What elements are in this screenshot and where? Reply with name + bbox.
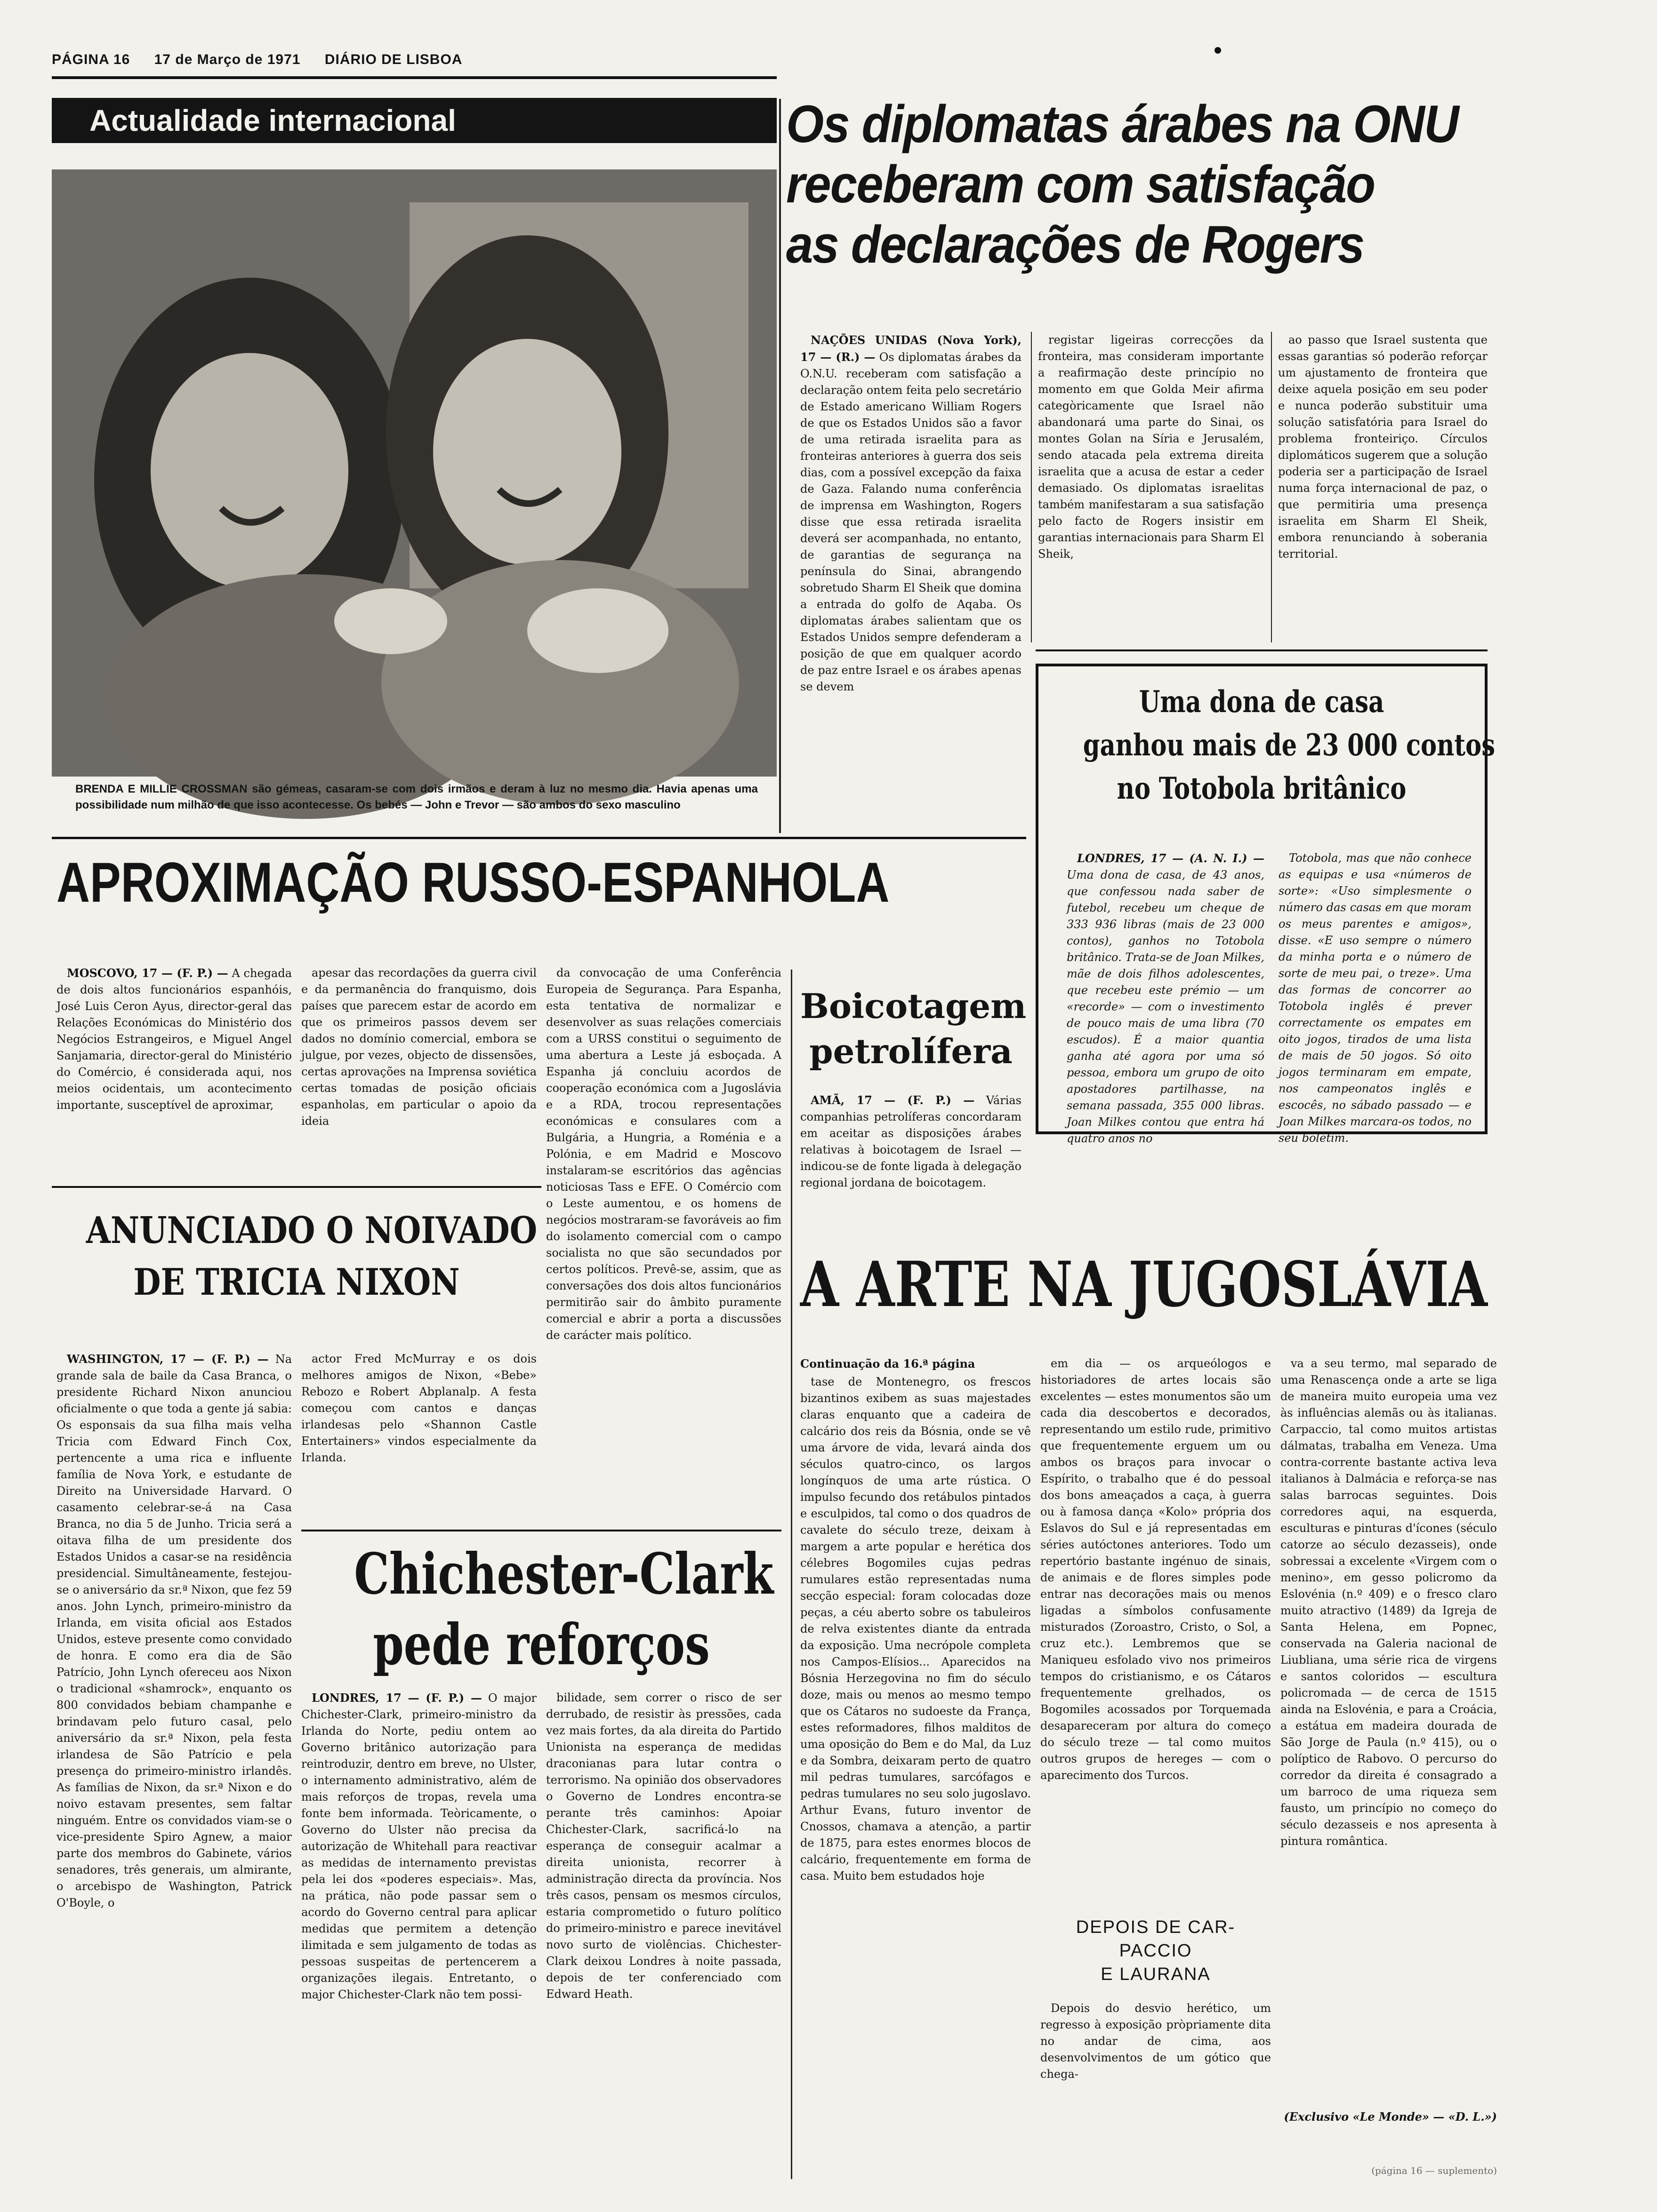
russo-text: A chegada de dois altos funcionários espanhóis, José Luis Ceron Ayus, director-geral das Relações Económicas do Ministério dos Negócios Estrangeiros, e Miguel Angel Sanjamaria, director-geral do Ministério do Comércio, é considerada aqui, nos meios ocidentais, um acontecimento importante, susceptível de aproximar, (56, 967, 292, 1112)
russo-headline: APROXIMAÇÃO RUSSO-ESPANHOLA (56, 851, 890, 914)
onu-headline (786, 94, 1462, 275)
arte-column-3 (1280, 1355, 1497, 1963)
masthead-rule (52, 76, 777, 79)
tricia-column-1 (56, 1351, 292, 2179)
arte-text: tase de Montenegro, os frescos bizantinos exibem as suas majestades claras enquanto que a cadeira de calcário dos reis da Bósnia, onde se vê uma árvore de vida, levará ainda dos séculos quatro-cinco, os largos longínquos de uma arte rústica. O impulso fecundo dos retábulos pintados e esculpidos, tal como o dos quadros de cavalete do século treze, deixam à margem a arte popular e herética dos célebres Bogomiles cujas pedras rumulares estão representadas numa secção especial: foram colocadas doze peças, a céu aberto sobre os tabuleiros de relva existentes diante da entrada da exposição. Uma necrópole completa nos Campos-Elísios... Aparecidos na Bósnia Herzegovina no fim do século doze, mais ou menos ao mesmo tempo que os Cátaros no sudoeste da França, estes reformadores, filhos malditos de uma oposição do Bem e do Mal, da Luz e da Sombra, deixaram perto de quatro mil pedras tumulares, sarcófagos e pedras tumulares no seu solo jugoslavo. Arthur Evans, futuro inventor de Cnossos, chamava a atenção, a partir de 1875, para estes enormes blocos de calcário, frequentemente em forma de casa. Muito bem estudados hoje (800, 1375, 1031, 1883)
column-rule (1031, 332, 1032, 642)
newspaper-name: DIÁRIO DE LISBOA (324, 52, 463, 67)
arte-text: Depois do desvio herético, um regresso à exposição pròpriamente dita no andar de cima, aos desenvolvimentos de um gótico que chega- (1040, 2002, 1271, 2081)
tricia-text: actor Fred McMurray e os dois melhores amigos de Nixon, «Bebe» Rebozo e Robert Abplanalp. A festa começou com cantos e danças irlandesas pelo «Shannon Castle Entertainers» vindos especialmente da Irlanda. (301, 1352, 537, 1464)
chichester-headline-line: Chichester-Clark (354, 1541, 774, 1607)
russo-text: da convocação de uma Conferência Europeia de Segurança. Para Espanha, esta tentativa de normalizar e desenvolver as suas relações comerciais com a URSS constitui o seguimento de uma abertura a Leste já esboçada. A Espanha já concluiu acordos de cooperação económica com a Jugoslávia e a RDA, trocou representações económicas e consulares com a Bulgária, a Hungria, a Roménia e a Polónia, e em Madrid e Moscovo instalaram-se escritórios das agências noticiosas Tass e EFE. O Comércio com o Leste aumentou, e os homens de negócios mostraram-se favoráveis ao fim do isolamento comercial com o campo socialista no que são secundados por certos políticos. Prevê-se, assim, que as conversações dos dois altos funcionários permitirão sair do âmbito puramente comercial e abrir a porta a discussões de carácter mais político. (546, 966, 781, 1342)
onu-dateline: NAÇÕES UNIDAS (Nova York), 17 — (R.) — (800, 333, 1022, 364)
onu-headline-line: Os diplomatas árabes na ONU (786, 95, 1458, 153)
boicotagem-headline-line: Boicotagem (800, 986, 1027, 1026)
boicotagem-headline (800, 984, 1027, 1074)
arte-subheadline-line: E LAURANA (1101, 1964, 1211, 1984)
masthead (52, 52, 482, 75)
russo-column-2 (301, 965, 537, 1177)
story-rule (301, 1530, 781, 1531)
onu-column-3 (1278, 332, 1488, 642)
onu-text: Os diplomatas árabes da O.N.U. receberam com satisfação a declaração ontem feita pelo secretário de Estado americano William Rogers de que os Estados Unidos são a favor de uma retirada israelita para as fronteiras anteriores à guerra dos seis dias, com a possível excepção da faixa de Gaza. Falando numa conferência de imprensa em Washington, Rogers disse que essa retirada israelita deverá ser acompanhada, no entanto, de garantias de segurança na península do Sinai, abrangendo sobretudo Sharm El Sheik que domina a entrada do golfo de Aqaba. Os diplomatas árabes salientam que os Estados Unidos sempre defenderam a posição de que em qualquer acordo de paz entre Israel e os árabes apenas se devem (800, 351, 1022, 693)
column-rule (779, 99, 781, 833)
totobola-headline-line: Uma dona de casa (1139, 684, 1384, 720)
onu-column-2 (1038, 332, 1264, 642)
chichester-column-1 (301, 1690, 537, 2179)
onu-text: ao passo que Israel sustenta que essas garantias só poderão reforçar um ajustamento de fronteira que deixe aquela posição em seu poder e nunca poderão substituir uma solução satisfatória para Israel do problema fronteiriço. Círculos diplomáticos sugerem que a solução poderia ser a participação de Israel numa força internacional de paz, o que permitiria uma presença israelita em Sharm El Sheik, embora renunciando à soberania territorial. (1278, 333, 1488, 561)
chichester-headline-line: pede reforços (373, 1611, 710, 1678)
twins-photo-image (52, 169, 777, 777)
chichester-column-2 (546, 1690, 781, 2179)
arte-subheadline-line: PACCIO (1119, 1941, 1192, 1961)
tricia-column-2 (301, 1351, 537, 1539)
boicotagem-text: Várias companhias petrolíferas concordaram em aceitar as disposições árabes relativas à boicotagem de Israel — indicou-se de fonte ligada à delegação regional jordana de boicotagem. (800, 1094, 1022, 1189)
arte-column-2 (1040, 1355, 1271, 1887)
arte-text: em dia — os arqueólogos e historiadores de artes locais são excelentes — estes monumentos são um cada dia descobertos e decorados, representando um estilo rude, primitivo que frequentemente erguem um ou ambos os braços para invocar o Espírito, o trabalho que é do pessoal dos bons ameaçados a caça, à guerra ou à famosa dança «Kolo» própria dos Eslavos do Sul e já representadas em séries autóctones anteriores. Todo um repertório bastante ingénuo de sinais, de animais e de flores simples pode entrar nas decorações mais ou menos ligadas a símbolos confusamente misturados (Zoroastro, Cristo, o Sol, a cruz etc.). Lembremos que se Maniqueu esfolado vivo nos primeiros tempos do cristianismo, e os Cátaros frequentemente grelhados, os Bogomiles acossados por Torquemada desapareceram por altura do começo do século treze — tal como muitos outros grupos de hereges — com o aparecimento dos Turcos. (1040, 1357, 1271, 1782)
chichester-headline (354, 1539, 774, 1680)
russo-column-3 (546, 965, 781, 1515)
arte-credit: (Exclusivo «Le Monde» — «D. L.») (1284, 2110, 1497, 2124)
boicotagem-column (800, 1092, 1022, 1252)
arte-headline: A ARTE NA JUGOSLÁVIA (800, 1248, 1488, 1321)
story-rule (1036, 649, 1488, 651)
totobola-column-2 (1279, 850, 1472, 1145)
column-rule (1271, 332, 1272, 642)
tricia-text: Na grande sala de baile da Casa Branca, o presidente Richard Nixon anunciou oficialmente o que toda a gente já sabia: Os esponsais da sua filha mais velha Tricia com Edward Finch Cox, pertencente a uma rica e influente família de Nova York, e estudante de Direito na Universidade Harvard. O casamento celebrar-se-á na Casa Branca, no dia 5 de Junho. Tricia será a oitava filha de um presidente dos Estados Unidos a casar-se na residência presidencial. Simultâneamente, festejou-se o aniversário da sr.ª Nixon, que fez 59 anos. John Lynch, primeiro-ministro da Irlanda, em visita oficial aos Estados Unidos, esteve presente como convidado de honra. E como era dia de São Patrício, John Lynch ofereceu aos Nixon o tradicional «shamrock», enquanto os 800 convidados bebiam champanhe e brindavam pelo futuro casal, pelo aniversário da sr.ª Nixon, pela festa irlandesa de São Patrício e pela presença do primeiro-ministro irlandês. As famílias de Nixon, da sr.ª Nixon e do noivo estavam presentes, sem faltar ninguém. Entre os convidados viam-se o vice-presidente Spiro Agnew, a maior parte dos membros do Gabinete, vários senadores, três generais, um almirante, o arcebispo de Washington, Patrick O'Boyle, o (56, 1353, 292, 1909)
onu-headline-line: receberam com satisfação (786, 155, 1375, 214)
arte-continuation: Continuação da 16.ª página (800, 1357, 975, 1370)
totobola-headline (1083, 681, 1496, 810)
onu-column-1 (800, 332, 1022, 831)
boicotagem-dateline: AMÃ, 17 — (F. P.) — (811, 1093, 975, 1107)
onu-headline-line: as declarações de Rogers (786, 215, 1364, 274)
column-rule (791, 970, 792, 1261)
ink-dot (1215, 47, 1221, 54)
arte-column-1 (800, 1355, 1031, 2184)
russo-column-1 (56, 965, 292, 1177)
tricia-dateline: WASHINGTON, 17 — (F. P.) — (67, 1352, 269, 1366)
section-title: Actualidade internacional (52, 98, 777, 143)
chichester-text: O major Chichester-Clark, primeiro-ministro da Irlanda do Norte, pediu ontem ao Governo britânico autorização para reintroduzir, dentro em breve, no Ulster, o internamento administrativo, além de mais reforços de tropas, revela uma fonte bem informada. Teòricamente, o Governo do Ulster não precisa da autorização de Whitehall para reactivar as medidas de internamento previstas pela lei dos «poderes especiais». Mas, na prática, não pode passar sem o acordo do Governo central para aplicar medidas que permitem a detenção ilimitada e sem julgamento de todas as pessoas suspeitas de pertencerem a organizações ilegais. Entretanto, o major Chichester-Clark não tem possi- (301, 1691, 537, 2001)
onu-text: registar ligeiras correcções da fronteira, mas consideram importante a reafirmação deste princípio no momento em que Golda Meir afirma categòricamente que Israel não abandonará uma parte do Sinai, os montes Golan na Síria e Jerusalém, sendo atacada pela extrema direita israelita que a acusa de estar a ceder demasiado. Os diplomatas israelitas também manifestaram a sua satisfação pelo facto de Rogers insistir em garantias internacionais para Sharm El Sheik, (1038, 333, 1264, 561)
totobola-headline-line: ganhou mais de 23 000 contos (1083, 728, 1496, 763)
totobola-text: Totobola, mas que não conhece as equipas e usa «números de sorte»: «Uso simplesmente o número das casas em que moram os meus parentes e amigos», disse. «E uso sempre o número da minha porta e o número de sorte de meu pai, o treze». Uma das formas de concorrer ao Totobola inglês é prever correctamente os empates em oito jogos, tirados de uma lista de mais de 50 jogos. Só oito jogos terminaram em empate, nos campeonatos inglês e escocês, no sábado passado — e Joan Milkes marcara-os todos, no seu boletim. (1279, 851, 1472, 1145)
column-rule (791, 1242, 792, 2179)
russo-text: apesar das recordações da guerra civil e da permanência do franquismo, dois países que parecem estar de acordo em que os primeiros passos devem ser dados no domínio comercial, embora se julgue, por vezes, objecto de dissensões, certas aprovações na Imprensa soviética certas tomadas de posição oficiais espanholas, em particular o apoio da ideia (301, 966, 537, 1128)
arte-subheadline-line: DEPOIS DE CAR- (1076, 1917, 1236, 1937)
page-number: PÁGINA 16 (52, 52, 130, 67)
footer-note: (página 16 — suplemento) (1371, 2165, 1497, 2176)
totobola-headline-line: no Totobola britânico (1117, 771, 1407, 806)
totobola-box (1036, 664, 1496, 1145)
story-rule (52, 1186, 541, 1188)
chichester-text: bilidade, sem correr o risco de ser derrubado, de resistir às pressões, cada vez mais fortes, da ala direita do Partido Unionista na esperança de medidas draconianas para lutar contra o terrorismo. Na opinião dos observadores o Governo de Londres encontra-se perante três caminhos: Apoiar Chichester-Clark, sacrificá-lo na esperança de conseguir acalmar a direita unionista, recorrer à administração directa da província. Nos três casos, pensam os mesmos círculos, estaria comprometido o futuro político do primeiro-ministro e parece inevitável novo surto de violências. Chichester-Clark deixou Londres à noite passada, depois de ter conferenciado com Edward Heath. (546, 1691, 781, 2001)
tricia-headline-line: DE TRICIA NIXON (133, 1261, 460, 1304)
russo-dateline: MOSCOVO, 17 — (F. P.) — (67, 966, 228, 980)
tricia-headline-line: ANUNCIADO O NOIVADO (86, 1209, 538, 1252)
arte-column-2b (1040, 2000, 1271, 2179)
arte-text: va a seu termo, mal separado de uma Renascença onde a arte se liga de maneira muito europeia uma vez às influências alemãs ou às italianas. Carpaccio, tal como muitos artistas dálmatas, trabalha em Veneza. Uma contra-corrente bastante activa leva italianos à Dalmácia e reforça-se nas salas barrocas seguintes. Dois corredores aqui, na esquerda, esculturas e pinturas d'ícones (século catorze ao século dezasseis), onde sobressai a excelente «Virgem com o menino», em gesso policromo da Eslovénia (n.º 409) e o fresco claro muito atractivo (1489) da Igreja de Santa Helena, em Popnec, conservada na Galeria nacional de Liubliana, uma série rica de virgens e santos coloridos — escultura policromada — de cerca de 1515 ainda na Eslovénia, e para a Croácia, a estátua em madeira dourada de São Jorge de Paula (n.º 415), ou o políptico de Rabovo. O percurso do corredor da direita é consagrado a um barroco de uma riqueza sem fausto, um princípio no começo do século dezasseis e nos apresenta à pintura romântica. (1280, 1357, 1497, 1848)
totobola-dateline: LONDRES, 17 — (A. N. I.) — (1077, 851, 1264, 865)
story-rule (52, 837, 1026, 839)
tricia-headline (86, 1205, 538, 1308)
twins-photo (52, 169, 777, 777)
arte-subheadline (1040, 1915, 1271, 1986)
issue-date: 17 de Março de 1971 (154, 52, 301, 67)
photo-caption: BRENDA E MILLIE CROSSMAN são gémeas, casaram-se com dois irmãos e deram à luz no mesmo dia. Havia apenas uma possibilidade num milhão de que isso acontecesse. Os bebés — John e Trevor — são ambos do sexo masculino (75, 783, 758, 811)
totobola-text: Uma dona de casa, de 43 anos, que confessou nada saber de futebol, recebeu um cheque de 333 936 libras (mais de 23 000 contos), ganhos no Totobola britânico. Trata-se de Joan Milkes, mãe de dois filhos adolescentes, que recebeu este prémio — um «recorde» — com o investimento de pouco mais de uma libra (70 escudos). É a maior quantia ganha até agora por uma só pessoa, embora um grupo de oito apostadores partilhasse, na semana passada, 355 000 libras. Joan Milkes contou que entra há quatro anos no (1067, 868, 1264, 1145)
totobola-column-1 (1067, 850, 1264, 1145)
chichester-dateline: LONDRES, 17 — (F. P.) — (312, 1691, 482, 1705)
boicotagem-headline-line: petrolífera (809, 1031, 1013, 1071)
